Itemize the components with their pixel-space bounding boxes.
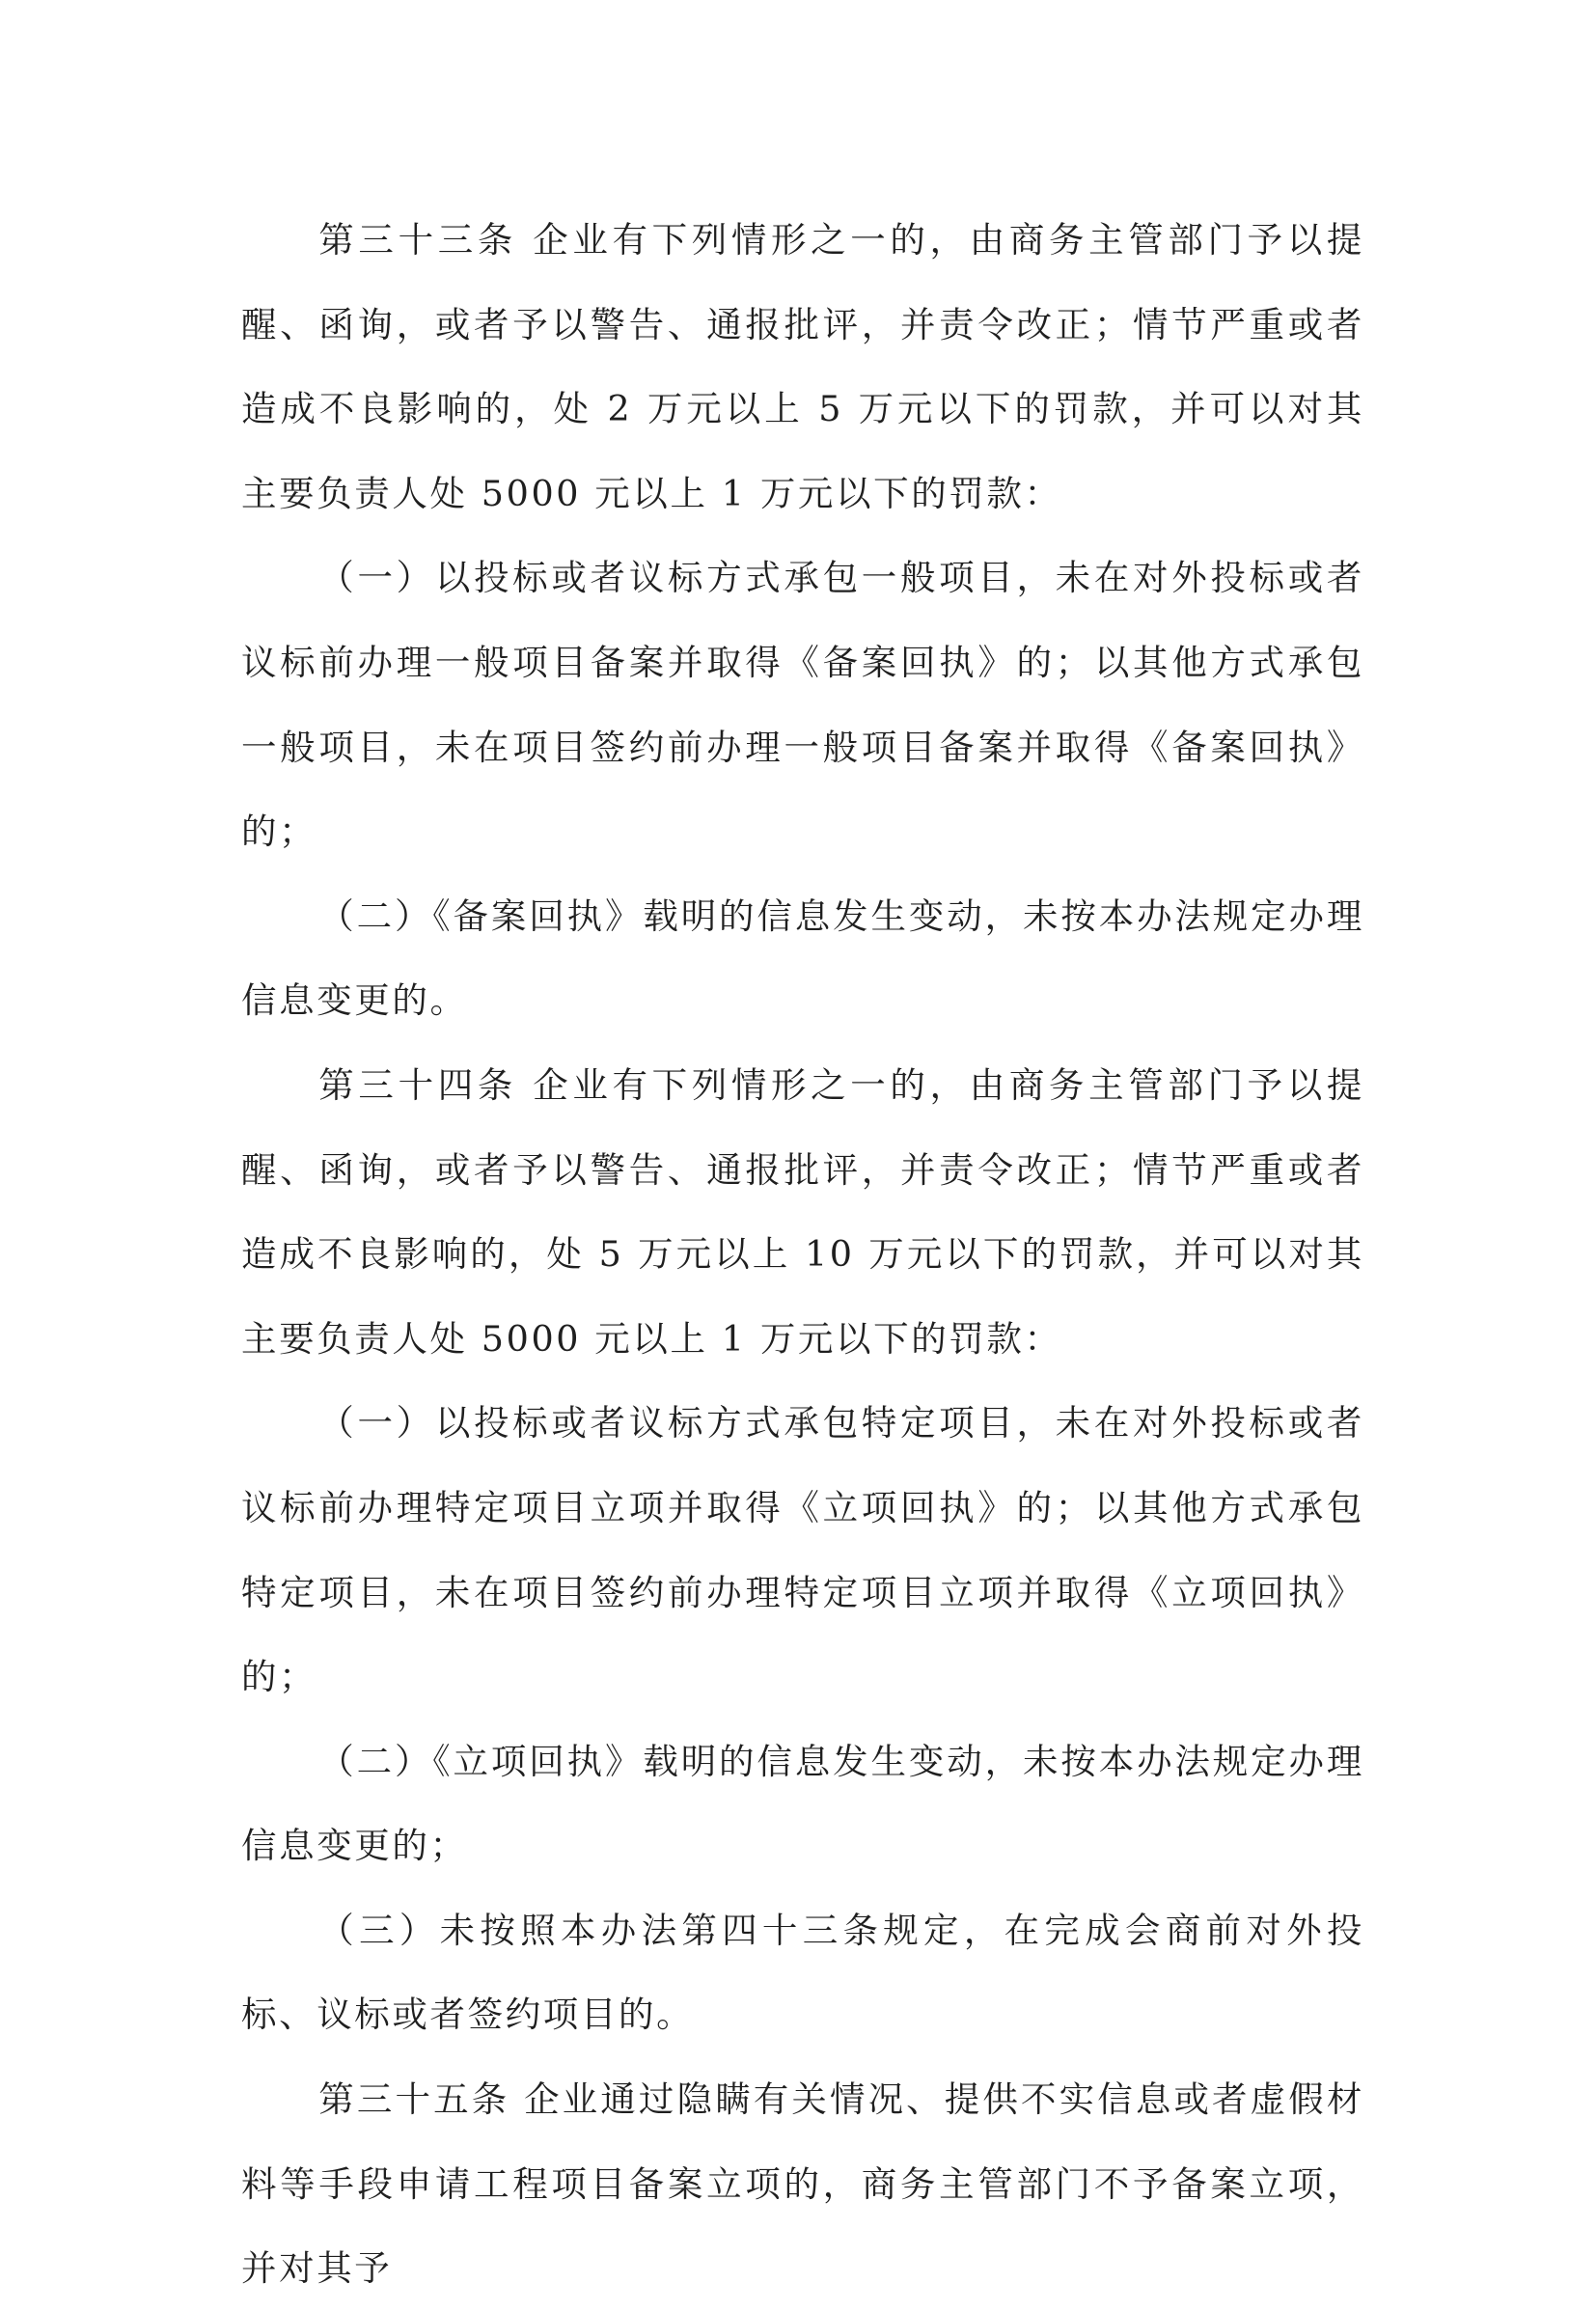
paragraph-article-35: 第三十五条 企业通过隐瞒有关情况、提供不实信息或者虚假材料等手段申请工程项目备案立项的，商务主管部门不予备案立项，并对其予 (241, 2078, 1364, 2290)
paragraph-article-34-item-1: （一）以投标或者议标方式承包特定项目，未在对外投标或者议标前办理特定项目立项并取得《立项回执》的；以其他方式承包特定项目，未在项目签约前办理特定项目立项并取得《立项回执》的； (241, 1402, 1364, 1698)
document-body (241, 198, 1364, 2311)
paragraph-article-34: 第三十四条 企业有下列情形之一的，由商务主管部门予以提醒、函询，或者予以警告、通报批评，并责令改正；情节严重或者造成不良影响的，处 5 万元以上 10 万元以下的罚款，并可以对其主要负责人处 5000 元以上 1 万元以下的罚款： (241, 1063, 1364, 1360)
paragraph-article-34-item-3: （三）未按照本办法第四十三条规定，在完成会商前对外投标、议标或者签约项目的。 (241, 1909, 1364, 2036)
paragraph-article-33: 第三十三条 企业有下列情形之一的，由商务主管部门予以提醒、函询，或者予以警告、通报批评，并责令改正；情节严重或者造成不良影响的，处 2 万元以上 5 万元以下的罚款，并可以对其主要负责人处 5000 元以上 1 万元以下的罚款： (241, 219, 1364, 514)
paragraph-article-33-item-2: （二）《备案回执》载明的信息发生变动，未按本办法规定办理信息变更的。 (241, 894, 1364, 1022)
paragraph-article-34-item-2: （二）《立项回执》载明的信息发生变动，未按本办法规定办理信息变更的； (241, 1740, 1364, 1867)
paragraph-article-33-item-1: （一）以投标或者议标方式承包一般项目，未在对外投标或者议标前办理一般项目备案并取得《备案回执》的；以其他方式承包一般项目，未在项目签约前办理一般项目备案并取得《备案回执》的； (241, 557, 1364, 853)
